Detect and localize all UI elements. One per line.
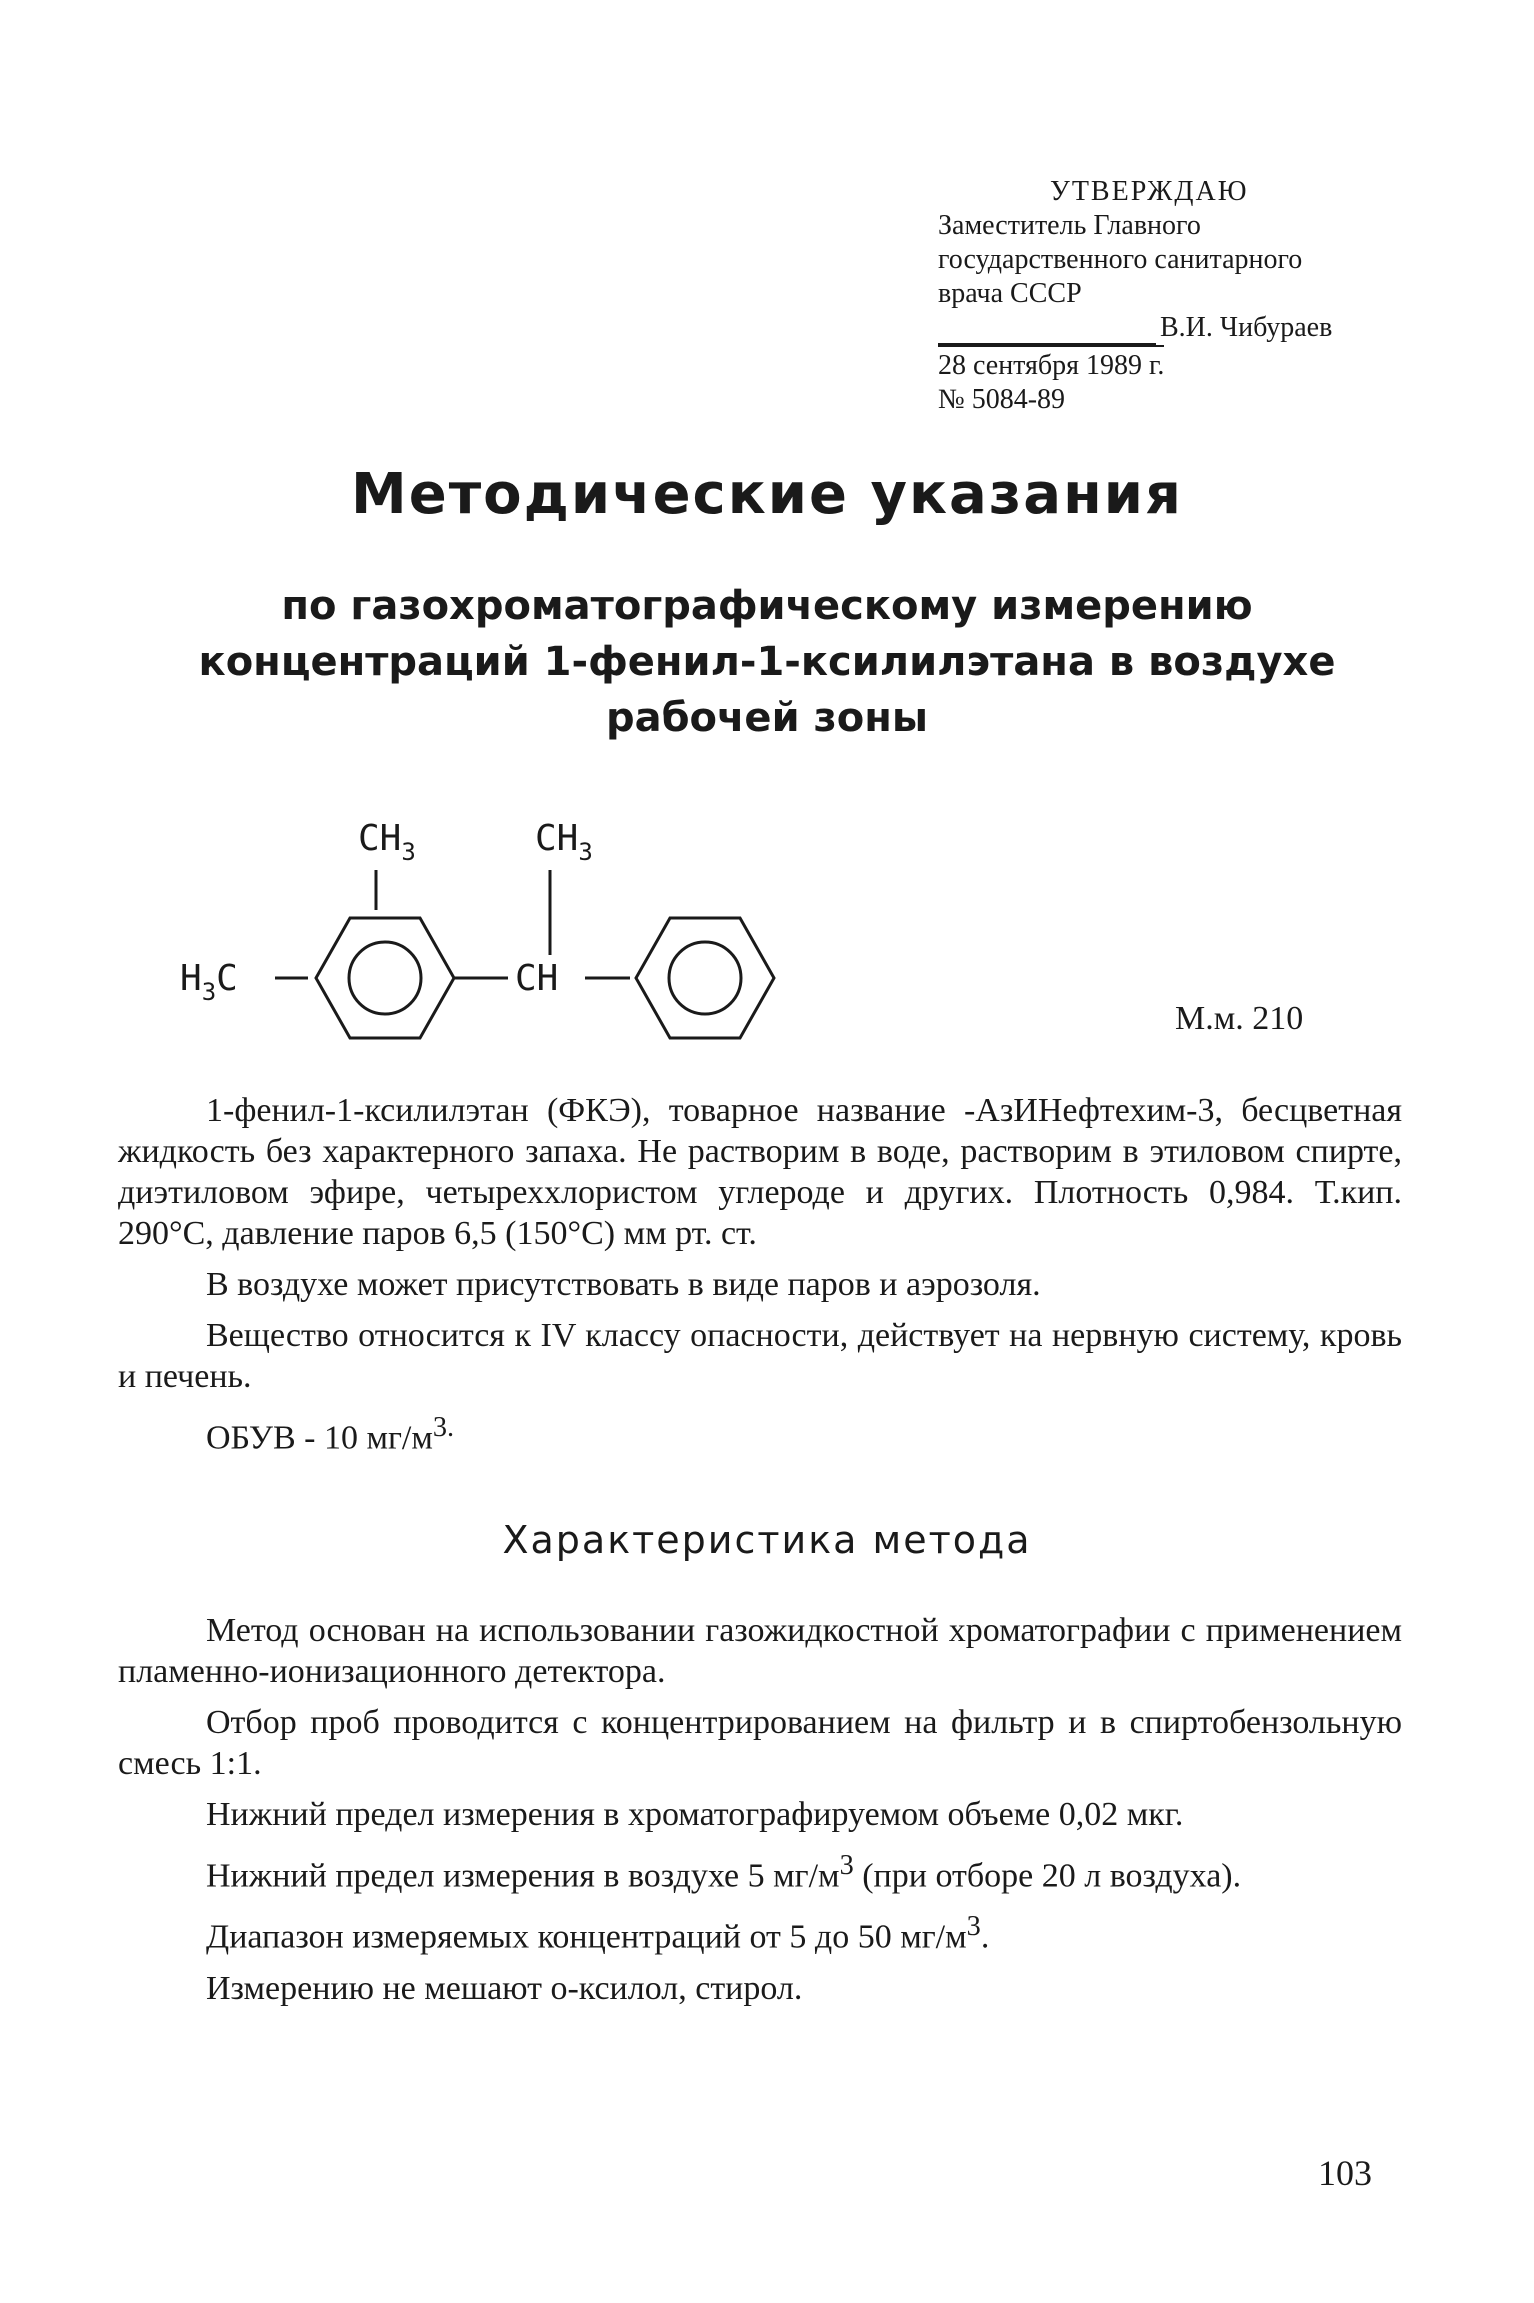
ch-label: CH bbox=[515, 958, 559, 999]
description-block bbox=[118, 1090, 1402, 1468]
interference-paragraph: Измерению не мешают о-ксилол, стирол. bbox=[206, 1969, 803, 2007]
aromatic-circle-right bbox=[669, 942, 741, 1014]
obuv-sup: 3. bbox=[432, 1412, 455, 1443]
signature-line bbox=[938, 315, 1156, 345]
ch3-right-label: $CH_3$ bbox=[535, 818, 593, 866]
section-title: Характеристика метода bbox=[502, 1518, 1032, 1562]
approval-signatory: В.И. Чибураев bbox=[1160, 312, 1333, 343]
range-paragraph bbox=[118, 1906, 1402, 1957]
subtitle-line-1: по газохроматографическому измерению bbox=[281, 583, 1253, 629]
subtitle-line-3: рабочей зоны bbox=[605, 695, 929, 741]
lower-limit-air-paragraph bbox=[118, 1845, 1402, 1896]
structure-diagram bbox=[180, 810, 880, 1070]
approval-number: № 5084-89 bbox=[938, 384, 1066, 415]
method-basis-paragraph: Метод основан на использовании газожидкостной хроматографии с применением пламенно-ионизационного детектора. bbox=[118, 1612, 1402, 1690]
approval-position-line3: врача СССР bbox=[938, 278, 1082, 309]
document-title: Методические указания bbox=[351, 462, 1183, 527]
signature-row bbox=[938, 311, 1398, 345]
approval-position-line1: Заместитель Главного bbox=[938, 210, 1201, 241]
approval-date: 28 сентября 1989 г. bbox=[938, 345, 1164, 383]
approval-block bbox=[938, 175, 1398, 417]
obuv-text: ОБУВ - 10 мг/м bbox=[206, 1419, 433, 1457]
page-number: 103 bbox=[1318, 2153, 1372, 2193]
hazard-class-paragraph: Вещество относится к IV классу опасности, действует на нервную систему, кровь и печень. bbox=[118, 1317, 1402, 1395]
range-text: Диапазон измеряемых концентраций от 5 до 50 мг/м bbox=[206, 1918, 967, 1956]
method-block bbox=[118, 1610, 1402, 2019]
benzene-ring-left bbox=[316, 918, 454, 1038]
description-paragraph: 1-фенил-1-ксилилэтан (ФКЭ), товарное название -АзИНефтехим-3, бесцветная жидкость без характерного запаха. Не растворим в воде, растворим в этиловом спирте, диэтиловом эфире, четыреххлористом углероде и других. Плотность 0,984. Т.кип. 290°С, давление паров 6,5 (150°С) мм рт. ст. bbox=[118, 1092, 1402, 1252]
h3c-label: $H_3C$ bbox=[180, 958, 238, 1006]
subtitle-line-2: концентраций 1-фенил-1-ксилилэтана в воздухе bbox=[198, 639, 1336, 685]
range-sup: 3 bbox=[966, 1911, 981, 1943]
chemical-structure bbox=[180, 810, 880, 1070]
sampling-paragraph: Отбор проб проводится с концентрированием на фильтр и в спиртобензольную смесь 1:1. bbox=[118, 1704, 1402, 1782]
lower-limit-air-tail: (при отборе 20 л воздуха). bbox=[853, 1857, 1242, 1895]
lower-limit-air-text: Нижний предел измерения в воздухе 5 мг/м bbox=[206, 1857, 840, 1895]
approval-heading: УТВЕРЖДАЮ bbox=[1050, 176, 1249, 207]
ch3-left-label: $CH_3$ bbox=[358, 818, 416, 866]
lower-limit-volume-paragraph: Нижний предел измерения в хроматографируемом объеме 0,02 мкг. bbox=[206, 1796, 1184, 1833]
aggregate-state-paragraph: В воздухе может присутствовать в виде паров и аэрозоля. bbox=[206, 1266, 1041, 1303]
range-tail: . bbox=[980, 1918, 990, 1956]
approval-position-line2: государственного санитарного bbox=[938, 244, 1303, 275]
lower-limit-air-sup: 3 bbox=[839, 1850, 854, 1881]
aromatic-circle-left bbox=[349, 942, 421, 1014]
molar-mass: М.м. 210 bbox=[1175, 1000, 1304, 1037]
benzene-ring-right bbox=[636, 918, 774, 1038]
obuv-paragraph bbox=[118, 1407, 1402, 1458]
document-subtitle bbox=[150, 578, 1384, 746]
